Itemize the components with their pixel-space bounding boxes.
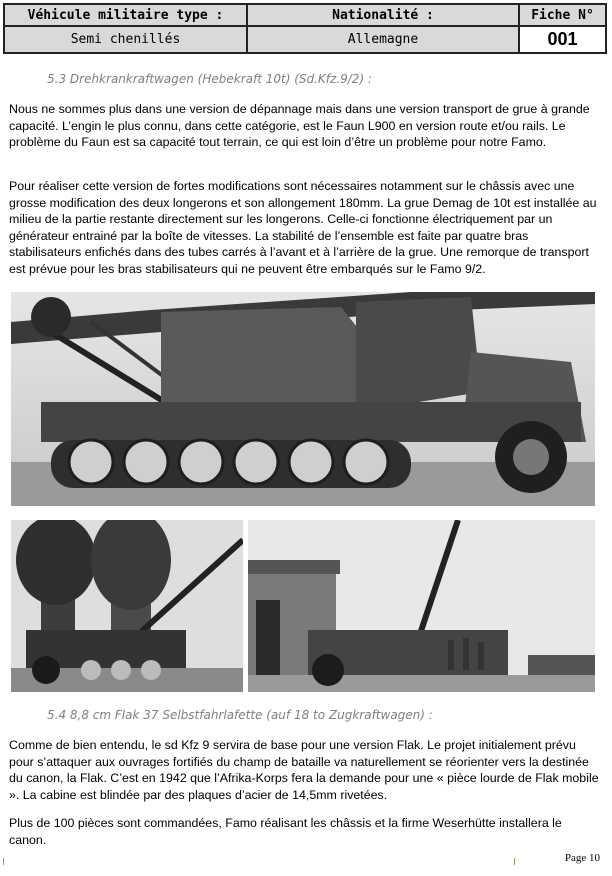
paragraph-flak-intro: Comme de bien entendu, le sd Kfz 9 servira de base pour une version Flak. Le projet initialement prévu pour s’attaquer aux ouvrages fortifiés du champ de bataille va naturellement se réorienter vers la destinée du canon, la Flak. C’est en 1942 que l’Afrika-Korps fera la demande pour une « pièce lourde de Flak mobile ». La cabine est blindée par des plaques d’acier de 14,5mm rivetées. xyxy=(9,738,599,802)
page-number: Page 10 xyxy=(564,852,600,864)
footer-mark-right xyxy=(514,858,515,865)
section-title-5-3: 5.3 Drehkrankraftwagen (Hebekraft 10t) (Sd.Kfz.9/2) : xyxy=(47,72,372,86)
fiche-label: Fiche N° xyxy=(519,4,606,26)
paragraph-intro: Nous ne sommes plus dans une version de dépannage mais dans une version transport de grue à grande capacité. L’engin le plus connu, dans cette catégorie, est le Faun L900 en version route et/ou rails. Le problème du Faun est sa capacité tout terrain, ce qui est loin d’être un problème pour notre Famo. xyxy=(9,102,590,150)
fiche-number: 001 xyxy=(519,26,606,53)
crane-halftrack-photo xyxy=(11,292,595,506)
crane-trees-photo xyxy=(11,520,243,692)
nationality-label: Nationalité : xyxy=(247,4,519,26)
vehicle-type-value: Semi chenillés xyxy=(4,26,247,53)
nationality-value: Allemagne xyxy=(247,26,519,53)
footer-mark-left xyxy=(3,858,4,865)
vehicle-type-label: Véhicule militaire type : xyxy=(4,4,247,26)
paragraph-modifications: Pour réaliser cette version de fortes modifications sont nécessaires notamment sur le châssis avec une grosse modification des deux longerons et son allongement 180mm. La grue Demag de 10t est installée au milieu de la partie restante directement sur les longerons. Celle-ci fonctionne électriquement par un générateur entrainé par la boîte de vitesses. La stabilité de l’ensemble est faite par quatre bras stabilisateurs enfichés dans des tubes carrés à l’avant et à l’arrière de la grue. Une remorque de transport est prévue pour les bras stabilisateurs qui ne peuvent être embarqués sur le Famo 9/2. xyxy=(9,179,597,276)
section-title-5-4: 5.4 8,8 cm Flak 37 Selbstfahrlafette (auf 18 to Zugkraftwagen) : xyxy=(47,708,433,722)
header-table xyxy=(3,3,607,54)
crane-building-photo xyxy=(248,520,595,692)
paragraph-flak-orders: Plus de 100 pièces sont commandées, Famo réalisant les châssis et la firme Weserhütte installera le canon. xyxy=(9,816,562,847)
